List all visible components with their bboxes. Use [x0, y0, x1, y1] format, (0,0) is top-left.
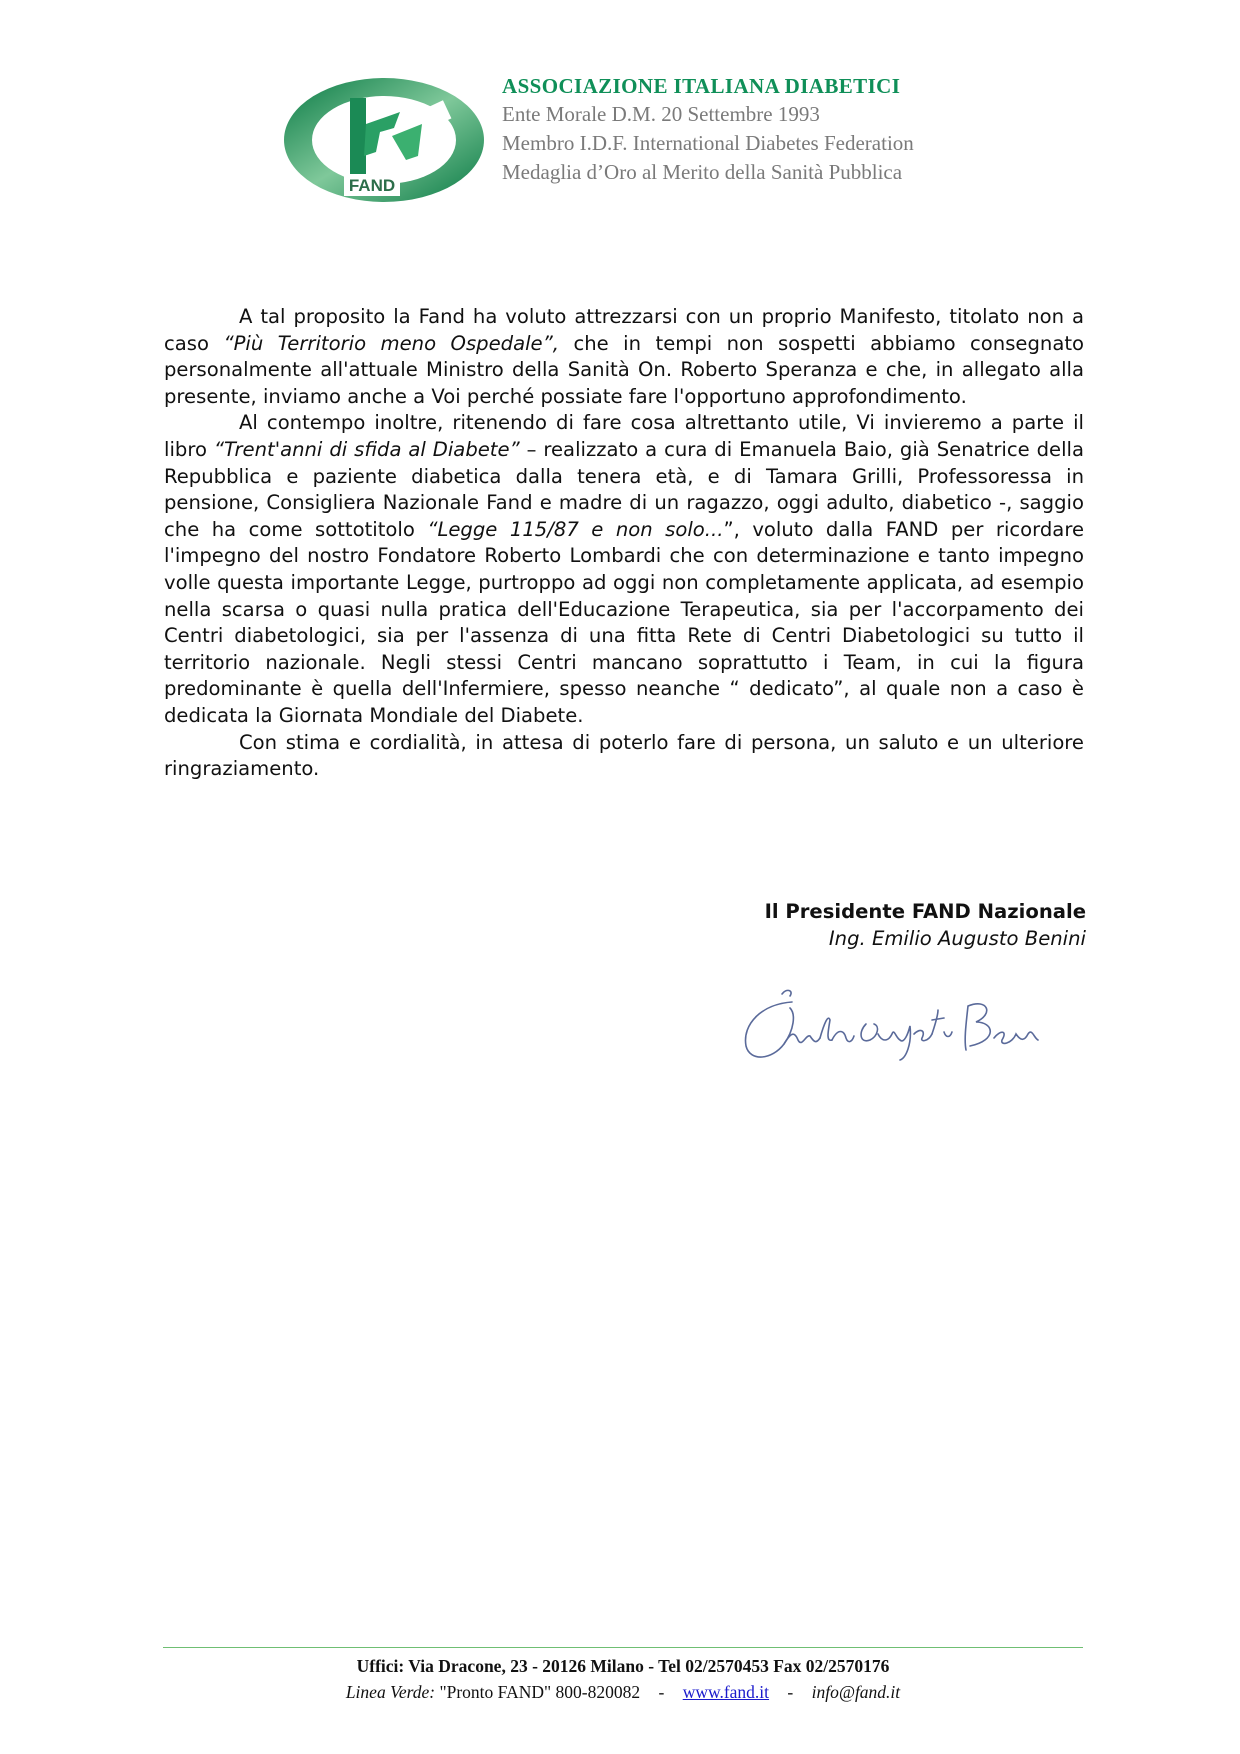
organization-header — [502, 72, 914, 187]
footer-divider — [163, 1647, 1083, 1648]
paragraph-2-text-c: ”, voluto dalla FAND per ricordare l'impegno del nostro Fondatore Roberto Lombardi che con determinazione e tanto impegno volle questa importante Legge, purtroppo ad oggi non completamente applicata, ad esempio nella scarsa o quasi nulla pratica dell'Educazione Terapeutica, sia per l'accorpamento dei Centri diabetologici, sia per l'assenza di una fitta Rete di Centri Diabetologici su tutto il territorio nazionale. Negli stessi Centri mancano soprattutto i Team, in cui la figura predominante è quella dell'Infermiere, spesso neanche “ dedicato”, al quale non a caso è dedicata la Giornata Mondiale del Diabete. — [164, 517, 1084, 727]
paragraph-2 — [164, 410, 1084, 729]
email-address[interactable]: info@fand.it — [811, 1682, 901, 1702]
letter-body — [164, 304, 1084, 783]
paragraph-1-text-b: che in tempi non sospetti abbiamo consegnato personalmente all'attuale Ministro della Sanità On. Roberto Speranza e che, in allegato alla presente, inviamo anche a Voi perché possiate fare l'opportuno approfondimento. — [164, 331, 1084, 408]
footer-separator-1: - — [658, 1682, 665, 1702]
book-subtitle: “Legge 115/87 e non solo... — [427, 517, 724, 541]
hotline-label: Linea Verde: — [345, 1682, 436, 1702]
signatory-role: Il Presidente FAND Nazionale — [764, 900, 1086, 923]
organization-name: ASSOCIAZIONE ITALIANA DIABETICI — [502, 74, 901, 98]
hotline-value: "Pronto FAND" 800-820082 — [439, 1682, 641, 1702]
manifesto-title: “Più Territorio meno Ospedale”, — [223, 331, 559, 355]
paragraph-1 — [164, 304, 1084, 410]
header-line-2: Membro I.D.F. International Diabetes Federation — [502, 131, 914, 155]
paragraph-2-text-b: – realizzato a cura di Emanuela Baio, già Senatrice della Repubblica e paziente diabetica dalla tenera età, e di Tamara Grilli, Professoressa in pensione, Consigliera Nazionale Fand e madre di un ragazzo, oggi adulto, diabetico -, saggio che ha come sottotitolo — [164, 437, 1084, 541]
paragraph-3: Con stima e cordialità, in attesa di poterlo fare di persona, un saluto e un ulteriore ringraziamento. — [164, 730, 1084, 781]
fand-logo — [280, 72, 488, 208]
signature-block — [765, 898, 1086, 952]
handwritten-signature — [732, 984, 1052, 1074]
signatory-name: Ing. Emilio Augusto Benini — [828, 927, 1086, 950]
paragraph-1-text-a: A tal proposito la Fand ha voluto attrezzarsi con un proprio Manifesto, titolato non a caso — [164, 305, 1084, 355]
header-line-1: Ente Morale D.M. 20 Settembre 1993 — [502, 102, 820, 126]
footer-address: Uffici: Via Dracone, 23 - 20126 Milano - Tel 02/2570453 Fax 02/2570176 — [356, 1656, 890, 1676]
footer-separator-2: - — [787, 1682, 794, 1702]
footer-contacts — [163, 1682, 1083, 1703]
logo-text: FAND — [348, 176, 396, 195]
paragraph-2-text-a: Al contempo inoltre, ritenendo di fare cosa altrettanto utile, Vi invieremo a parte il libro — [164, 411, 1084, 461]
website-link[interactable]: www.fand.it — [682, 1682, 770, 1702]
header-line-3: Medaglia d’Oro al Merito della Sanità Pubblica — [502, 160, 903, 184]
book-title: “Trent'anni di sfida al Diabete” — [213, 437, 520, 461]
